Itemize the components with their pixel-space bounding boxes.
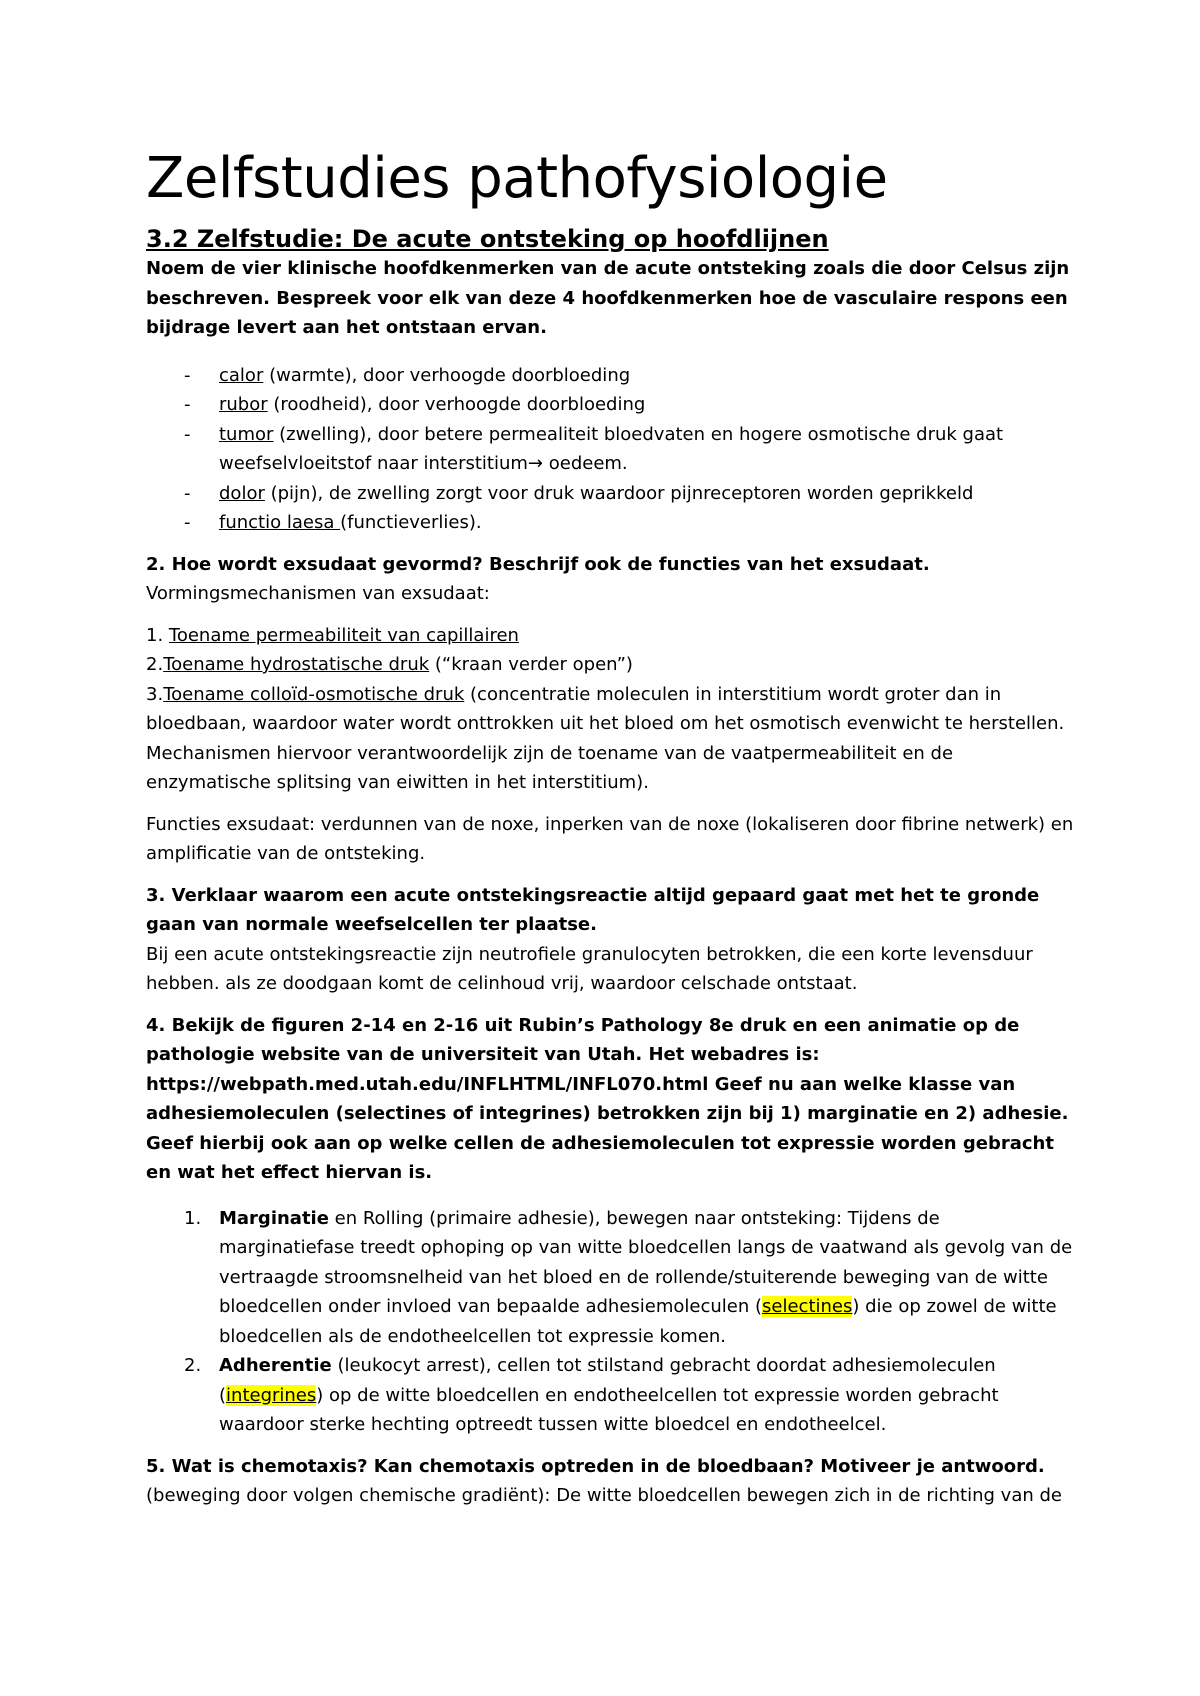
list-item: - dolor (pijn), de zwelling zorgt voor druk waardoor pijnreceptoren worden geprikkeld [146, 479, 1076, 509]
paragraph: (beweging door volgen chemische gradiënt): De witte bloedcellen bewegen zich in de richting van de [146, 1485, 1062, 1506]
term: tumor [219, 423, 274, 445]
paragraph: Functies exsudaat: verdunnen van de noxe, inperken van de noxe (lokaliseren door fibrine netwerk) en amplificatie van de ontsteking. [146, 813, 1074, 864]
mechanism-2: 2.Toename hydrostatische druk (“kraan verder open”) [146, 654, 633, 675]
mechanism-3: 3.Toename colloïd-osmotische druk (concentratie moleculen in interstitium wordt groter dan in bloedbaan, waardoor water wordt onttrokken uit het bloed om het osmotisch evenwicht te herstellen. Mechanismen hiervoor verantwoordelijk zijn de toename van de vaatpermeabiliteit en de enzymatische splitsing van eiwitten in het interstitium). [146, 683, 1065, 793]
document-body [146, 140, 1076, 1511]
dash-marker: - [184, 482, 191, 504]
dash-marker: - [184, 364, 191, 386]
list-item: - tumor (zwelling), door betere permealiteit bloedvaten en hogere osmotische druk gaat weefselvloeitstof naar interstitium→ oedeem. [146, 420, 1076, 479]
paragraph: Vormingsmechanismen van exsudaat: [146, 583, 490, 604]
paragraph: Bij een acute ontstekingsreactie zijn neutrofiele granulocyten betrokken, die een korte levensduur hebben. als ze doodgaan komt de celinhoud vrij, waardoor celschade ontstaat. [146, 943, 1033, 994]
highlighted-term: selectines [762, 1296, 853, 1317]
question-3: 3. Verklaar waarom een acute ontstekingsreactie altijd gepaard gaat met het te gronde gaan van normale weefselcellen ter plaatse. [146, 884, 1040, 935]
section-heading: 3.2 Zelfstudie: De acute ontsteking op hoofdlijnen [146, 225, 829, 253]
term: Adherentie [219, 1355, 332, 1376]
number-marker: 2. [184, 1355, 202, 1376]
question-2: 2. Hoe wordt exsudaat gevormd? Beschrijf ook de functies van het exsudaat. [146, 553, 930, 575]
number-marker: 1. [184, 1207, 202, 1229]
term: Toename colloïd-osmotische druk [163, 683, 465, 705]
highlighted-term: integrines [226, 1384, 317, 1406]
term: Toename permeabiliteit van capillairen [168, 624, 519, 646]
list-item: - functio laesa (functieverlies). [146, 508, 1076, 538]
term: calor [219, 364, 264, 386]
term: functio laesa [219, 512, 341, 533]
term: rubor [219, 394, 268, 415]
question-5: 5. Wat is chemotaxis? Kan chemotaxis optreden in de bloedbaan? Motiveer je antwoord. [146, 1455, 1045, 1477]
dash-marker: - [184, 394, 191, 415]
term: Toename hydrostatische druk [163, 654, 430, 675]
dash-marker: - [184, 512, 191, 533]
mechanism-1: 1. Toename permeabiliteit van capillairen [146, 624, 519, 646]
list-item: - rubor (roodheid), door verhoogde doorbloeding [146, 390, 1076, 420]
celsus-list [146, 361, 1076, 538]
question-1: Noem de vier klinische hoofdkenmerken van de acute ontsteking zoals die door Celsus zijn beschreven. Bespreek voor elk van deze 4 hoofdkenmerken hoe de vasculaire respons een bijdrage levert aan het ontstaan ervan. [146, 258, 1070, 338]
term: Marginatie [219, 1207, 329, 1229]
list-item: 1. Marginatie en Rolling (primaire adhesie), bewegen naar ontsteking: Tijdens de marginatiefase treedt ophoping op van witte bloedcellen langs de vaatwand als gevolg van de vertraagde stroomsnelheid van het bloed en de rollende/stuiterende beweging van de witte bloedcellen onder invloed van bepaalde adhesiemoleculen (selectines) die op zowel de witte bloedcellen als de endotheelcellen tot expressie komen. [146, 1204, 1076, 1352]
adhesion-list [146, 1204, 1076, 1440]
term: dolor [219, 482, 265, 504]
question-4: 4. Bekijk de figuren 2-14 en 2-16 uit Rubin’s Pathology 8e druk en een animatie op de pathologie website van de universiteit van Utah. Het webadres is: https://webpath.med.utah.edu/INFLHTML/INFL070.html Geef nu aan welke klasse van adhesiemoleculen (selectines of integrines) betrokken zijn bij 1) marginatie en 2) adhesie. Geef hierbij ook aan op welke cellen de adhesiemoleculen tot expressie worden gebracht en wat het effect hiervan is. [146, 1014, 1069, 1183]
page-title: Zelfstudies pathofysiologie [146, 146, 888, 211]
dash-marker: - [184, 423, 191, 445]
list-item: - calor (warmte), door verhoogde doorbloeding [146, 361, 1076, 391]
list-item: 2. Adherentie (leukocyt arrest), cellen tot stilstand gebracht doordat adhesiemoleculen (integrines) op de witte bloedcellen en endotheelcellen tot expressie worden gebracht waardoor sterke hechting optreedt tussen witte bloedcel en endotheelcel. [146, 1351, 1076, 1440]
